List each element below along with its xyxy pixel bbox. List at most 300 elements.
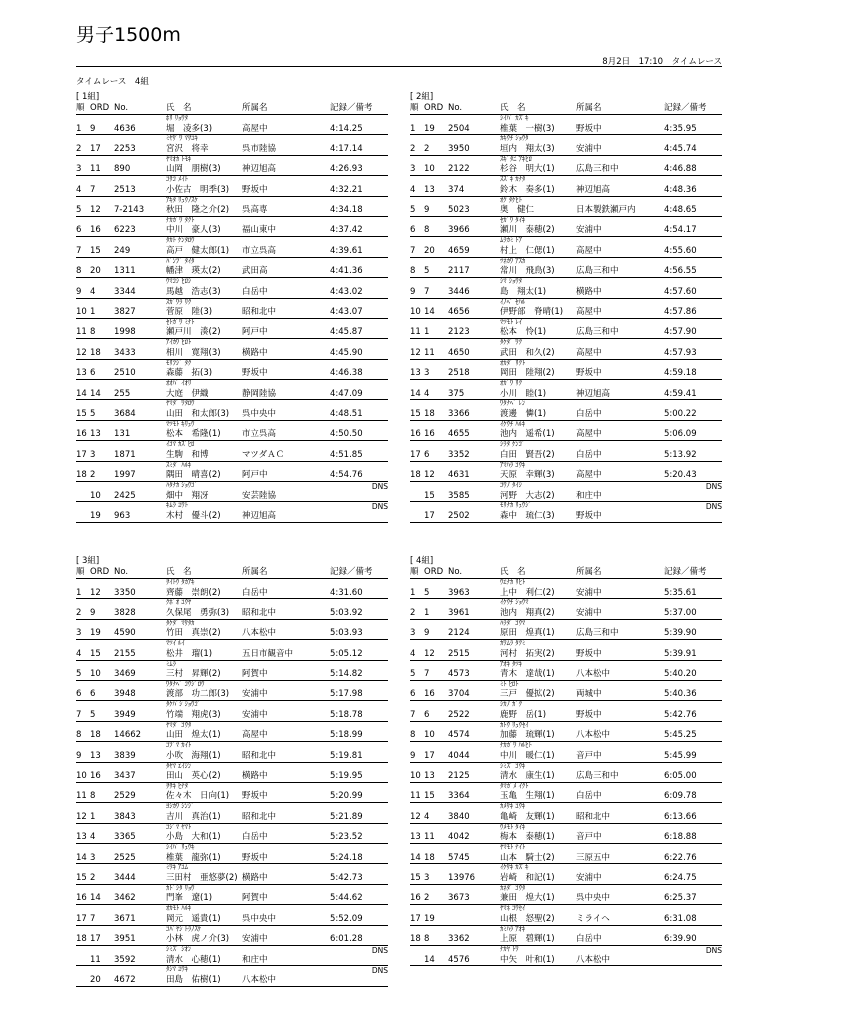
- athlete-kana: ｺｳﾉ ﾀｲｼ: [500, 481, 522, 490]
- record-cell: 5:24.18: [330, 852, 363, 863]
- team-name: 横路中: [242, 872, 268, 883]
- athlete-name: 幡津 瑛太(2): [166, 266, 221, 277]
- rank-cell: 1: [410, 123, 416, 134]
- record-cell: 6:09.78: [664, 791, 697, 802]
- athlete-name: 鹿野 岳(1): [500, 709, 547, 720]
- ord-cell: 11: [424, 832, 435, 843]
- athlete-name: 青木 達哉(1): [500, 669, 555, 680]
- athlete-name: 山本 騎士(2): [500, 852, 555, 863]
- record-cell: 5:35.61: [664, 587, 697, 598]
- athlete-kana: ﾓﾘﾅｶ ﾘｭｳｼﾞ: [500, 501, 532, 510]
- table-row: [76, 681, 388, 701]
- dns-note: DNS: [371, 966, 388, 976]
- athlete-name: 小川 睦(1): [500, 388, 547, 399]
- athlete-kana: ｼｲﾊﾞ ｶｽﾞｷ: [500, 114, 529, 122]
- athlete-name: 池内 翔真(2): [500, 607, 555, 618]
- athlete-name: 大庭 伊織: [166, 388, 209, 399]
- team-name: 高屋中: [576, 245, 602, 256]
- team-name: 八本松中: [576, 669, 611, 680]
- table-row: [76, 905, 388, 925]
- bib-number-cell: 1997: [114, 470, 136, 481]
- table-row: [76, 421, 388, 441]
- bib-number-cell: 2124: [448, 628, 470, 639]
- team-name: 三原五中: [576, 852, 611, 863]
- ord-cell: 19: [90, 510, 101, 521]
- rank-cell: 3: [76, 628, 82, 639]
- team-name: 昭和北中: [242, 811, 277, 822]
- ord-cell: 10: [424, 164, 435, 175]
- athlete-kana: ｲｺﾏ ｶｽﾞﾋﾛ: [166, 440, 195, 449]
- race-label: タイムレース 4組: [76, 77, 149, 87]
- athlete-kana: ｶﾄﾞｼﾀ ﾘｮｳ: [166, 883, 195, 892]
- table-row: [410, 176, 722, 196]
- rank-cell: 18: [76, 934, 87, 945]
- record-cell: 5:40.20: [664, 669, 697, 680]
- table-row: [76, 946, 388, 966]
- bib-number-cell: 3684: [114, 408, 136, 419]
- table-row: [76, 701, 388, 721]
- team-name: 神辺旭高: [576, 388, 611, 399]
- bib-number-cell: 2510: [114, 368, 136, 379]
- athlete-kana: ｲﾉﾍﾞ ｾﾊﾙ: [500, 297, 526, 306]
- athlete-name: 竹端 翔虎(3): [166, 709, 221, 720]
- table-row: [76, 400, 388, 420]
- athlete-kana: ｳｴﾅｶ ﾘﾋﾄ: [500, 578, 526, 586]
- record-cell: 5:00.22: [664, 408, 697, 419]
- athlete-name: 上中 利仁(2): [500, 587, 555, 598]
- athlete-kana: ｽｽﾞｷ ｶﾅﾀ: [500, 175, 526, 184]
- athlete-name: 馬越 浩志(3): [166, 286, 221, 297]
- team-name: 野坂中: [576, 368, 602, 379]
- table-row: [76, 237, 388, 257]
- bib-number-cell: 3462: [114, 893, 136, 904]
- record-cell: 4:43.02: [330, 286, 363, 297]
- athlete-name: 島 翔太(1): [500, 286, 547, 297]
- table-row: [410, 360, 722, 380]
- athlete-name: 三田村 亜悠夢(2): [166, 872, 238, 883]
- record-cell: 4:14.25: [330, 123, 363, 134]
- table-row: [410, 258, 722, 278]
- rank-cell: 14: [76, 852, 87, 863]
- table-row: [76, 135, 388, 155]
- team-name: 呉市陸協: [242, 143, 277, 154]
- header-record: 記録／備考: [330, 103, 373, 113]
- bib-number-cell: 3433: [114, 347, 136, 358]
- rank-cell: 7: [76, 709, 82, 720]
- bib-number-cell: 249: [114, 245, 131, 256]
- ord-cell: 6: [424, 709, 430, 720]
- rank-cell: 10: [410, 771, 421, 782]
- bib-number-cell: 4573: [448, 669, 470, 680]
- athlete-name: 小佐古 明季(3): [166, 184, 230, 195]
- rank-cell: 18: [410, 470, 421, 481]
- team-name: 広島三和中: [576, 628, 619, 639]
- ord-cell: 16: [424, 429, 435, 440]
- rank-cell: 15: [76, 872, 87, 883]
- event-datetime: 8月2日 17:10 タイムレース: [602, 57, 722, 67]
- team-name: 安浦中: [576, 607, 602, 618]
- athlete-name: 山岡 朋樹(3): [166, 164, 221, 175]
- table-row: [410, 885, 722, 905]
- athlete-name: 岡元 遥貴(1): [166, 913, 221, 924]
- athlete-name: 竹田 真崇(2): [166, 628, 221, 639]
- header-name: 氏 名: [500, 103, 526, 113]
- athlete-name: 垣内 翔太(3): [500, 143, 555, 154]
- ord-cell: 8: [90, 791, 96, 802]
- athlete-kana: ｶﾐﾊﾗ ｱｵｷ: [500, 924, 526, 933]
- athlete-name: 河村 拓実(2): [500, 648, 555, 659]
- team-name: 安浦中: [576, 587, 602, 598]
- record-cell: 6:01.28: [330, 934, 363, 945]
- header-ord: ORD: [90, 103, 110, 113]
- rank-cell: 17: [76, 913, 87, 924]
- athlete-kana: ｵｶﾓﾄ ﾊﾙｷ: [166, 904, 192, 913]
- record-cell: 4:43.07: [330, 307, 363, 318]
- team-name: 市立呉高: [242, 245, 277, 256]
- header-name: 氏 名: [166, 567, 192, 577]
- rank-cell: 14: [76, 388, 87, 399]
- record-cell: 4:48.65: [664, 205, 697, 216]
- dns-note: DNS: [705, 946, 722, 956]
- athlete-name: 森藤 拓(3): [166, 368, 213, 379]
- record-cell: 4:48.51: [330, 408, 363, 419]
- ord-cell: 4: [424, 811, 430, 822]
- team-name: 呉高専: [242, 205, 268, 216]
- table-row: [410, 135, 722, 155]
- athlete-kana: ｸﾎﾞｵ ﾕｳﾔ: [166, 598, 192, 607]
- bib-number-cell: 3350: [114, 587, 136, 598]
- ord-cell: 6: [424, 449, 430, 460]
- record-cell: 6:39.90: [664, 934, 697, 945]
- bib-number-cell: 2529: [114, 791, 136, 802]
- team-name: 神辺旭高: [242, 510, 277, 521]
- table-row: [410, 197, 722, 217]
- bib-number-cell: 3446: [448, 286, 470, 297]
- table-header: [76, 566, 388, 579]
- table-row: [76, 299, 388, 319]
- athlete-name: 渡邊 憐(1): [500, 408, 547, 419]
- athlete-name: 松本 希隆(1): [166, 429, 221, 440]
- record-cell: 5:18.99: [330, 730, 363, 741]
- athlete-kana: ﾊﾞﾝﾌﾞ ﾀｲﾀ: [166, 256, 195, 265]
- team-name: 野坂中: [576, 648, 602, 659]
- ord-cell: 3: [90, 449, 96, 460]
- ord-cell: 7: [90, 184, 96, 195]
- record-cell: 4:59.41: [664, 388, 697, 399]
- athlete-kana: ﾐﾑﾗ: [166, 659, 176, 668]
- table-row: [410, 579, 722, 599]
- ord-cell: 1: [90, 307, 96, 318]
- dns-note: DNS: [371, 502, 388, 512]
- ord-cell: 13: [424, 184, 435, 195]
- rank-cell: 18: [76, 470, 87, 481]
- team-name: 福山東中: [242, 225, 277, 236]
- athlete-name: 伊野部 脊晴(1): [500, 307, 564, 318]
- bib-number-cell: 3839: [114, 750, 136, 761]
- rank-cell: 13: [76, 368, 87, 379]
- table-row: [76, 258, 388, 278]
- table-row: [410, 640, 722, 660]
- ord-cell: 15: [424, 791, 435, 802]
- record-cell: 6:18.88: [664, 832, 697, 843]
- athlete-kana: ﾊﾀﾅｶ ｼｮｳｺﾞ: [166, 481, 198, 490]
- table-row: [410, 926, 722, 946]
- record-cell: 6:24.75: [664, 872, 697, 883]
- table-row: [410, 319, 722, 339]
- rank-cell: 5: [410, 669, 416, 680]
- bib-number-cell: 2518: [448, 368, 470, 379]
- rank-cell: 9: [76, 750, 82, 761]
- ord-cell: 18: [90, 730, 101, 741]
- ord-cell: 17: [90, 143, 101, 154]
- record-cell: 4:34.18: [330, 205, 363, 216]
- ord-cell: 4: [90, 286, 96, 297]
- ord-cell: 18: [90, 347, 101, 358]
- rank-cell: 8: [410, 730, 416, 741]
- record-cell: 4:45.87: [330, 327, 363, 338]
- table-row: [410, 380, 722, 400]
- record-cell: 5:06.09: [664, 429, 697, 440]
- athlete-kana: ｶﾒｻｷ ﾕｳｷ: [500, 802, 526, 811]
- athlete-name: 白田 賢吾(2): [500, 449, 555, 460]
- team-name: 昭和北中: [576, 811, 611, 822]
- record-cell: 4:35.95: [664, 123, 697, 134]
- athlete-name: 村上 仁偲(1): [500, 245, 555, 256]
- header-divider: [76, 66, 722, 67]
- ord-cell: 5: [90, 408, 96, 419]
- athlete-name: 三戸 優拡(2): [500, 689, 555, 700]
- ord-cell: 5: [424, 587, 430, 598]
- bib-number-cell: 4044: [448, 750, 470, 761]
- table-row: [76, 462, 388, 482]
- ord-cell: 7: [424, 669, 430, 680]
- athlete-name: 池内 遥希(1): [500, 429, 555, 440]
- athlete-name: 山田 和太郎(3): [166, 408, 230, 419]
- rank-cell: 15: [76, 408, 87, 419]
- record-cell: 4:47.09: [330, 388, 363, 399]
- athlete-name: 吉川 真治(1): [166, 811, 221, 822]
- team-name: 阿戸中: [242, 470, 268, 481]
- athlete-kana: ｵｶﾞﾜ ﾘｸ: [500, 379, 522, 388]
- athlete-kana: ｱｵｷ ﾀﾂｷ: [500, 659, 522, 668]
- athlete-name: 木村 優斗(2): [166, 510, 221, 521]
- athlete-kana: ｾｶﾞﾜ ﾀｲｷ: [500, 215, 526, 224]
- athlete-name: 河野 大志(2): [500, 490, 555, 501]
- rank-cell: 10: [76, 307, 87, 318]
- table-row: [76, 620, 388, 640]
- table-row: [410, 803, 722, 823]
- athlete-kana: ｺｻｺ ﾒｲﾄ: [166, 175, 188, 184]
- team-name: 八本松中: [242, 974, 277, 985]
- team-name: 野坂中: [242, 852, 268, 863]
- header-no: No.: [114, 103, 129, 113]
- bib-number-cell: 2117: [448, 266, 470, 277]
- ord-cell: 16: [90, 225, 101, 236]
- bib-number-cell: 2123: [448, 327, 470, 338]
- ord-cell: 14: [90, 893, 101, 904]
- record-cell: 4:37.42: [330, 225, 363, 236]
- table-row: [76, 441, 388, 461]
- ord-cell: 2: [424, 893, 430, 904]
- athlete-name: 門峯 遼(1): [166, 893, 213, 904]
- record-cell: 5:14.82: [330, 669, 363, 680]
- ord-cell: 1: [90, 811, 96, 822]
- athlete-kana: ﾀｹﾀﾞ ﾜｸ: [500, 338, 522, 347]
- team-name: 広島三和中: [576, 327, 619, 338]
- table-row: [410, 299, 722, 319]
- athlete-kana: ﾀｼﾏ ﾕｳｷ: [166, 965, 188, 974]
- ord-cell: 19: [424, 123, 435, 134]
- athlete-name: 小島 大和(1): [166, 832, 221, 843]
- rank-cell: 13: [410, 368, 421, 379]
- rank-cell: 4: [76, 184, 82, 195]
- bib-number-cell: 3344: [114, 286, 136, 297]
- record-cell: 4:54.17: [664, 225, 697, 236]
- athlete-name: 小林 虎ノ介(3): [166, 934, 230, 945]
- ord-cell: 2: [90, 872, 96, 883]
- table-row: [410, 339, 722, 359]
- ord-cell: 20: [424, 245, 435, 256]
- table-header: [76, 102, 388, 115]
- athlete-name: 山田 煌太(1): [166, 730, 221, 741]
- team-name: 音戸中: [576, 832, 602, 843]
- bib-number-cell: 3364: [448, 791, 470, 802]
- team-name: 五日市観音中: [242, 648, 294, 659]
- bib-number-cell: 3671: [114, 913, 136, 924]
- ord-cell: 11: [424, 347, 435, 358]
- team-name: 市立呉高: [242, 429, 277, 440]
- ord-cell: 3: [424, 872, 430, 883]
- rank-cell: 1: [76, 123, 82, 134]
- record-cell: 4:31.60: [330, 587, 363, 598]
- athlete-kana: ｼﾐｽﾞ ｺｳｷ: [500, 761, 526, 770]
- record-cell: 5:13.92: [664, 449, 697, 460]
- team-name: 八本松中: [576, 730, 611, 741]
- bib-number-cell: 2504: [448, 123, 470, 134]
- rank-cell: 9: [410, 750, 416, 761]
- record-cell: 4:39.61: [330, 245, 363, 256]
- athlete-kana: ﾐﾜｷ ｱﾕﾑ: [166, 863, 188, 872]
- team-name: 白岳中: [576, 791, 602, 802]
- record-cell: 5:20.43: [664, 470, 697, 481]
- table-row: [410, 742, 722, 762]
- ord-cell: 13: [424, 771, 435, 782]
- athlete-name: 佐々木 日向(1): [166, 791, 230, 802]
- record-cell: 5:39.91: [664, 648, 697, 659]
- team-name: 安浦中: [242, 709, 268, 720]
- athlete-name: 奥 健仁: [500, 205, 535, 216]
- athlete-name: 武田 和久(2): [500, 347, 555, 358]
- ord-cell: 15: [90, 648, 101, 659]
- team-name: 野坂中: [576, 510, 602, 521]
- rank-cell: 3: [410, 164, 416, 175]
- header-record: 記録／備考: [330, 567, 373, 577]
- athlete-kana: ﾖｼｶﾜ ｼﾝｼﾞ: [166, 802, 195, 811]
- athlete-name: 三村 昇輝(2): [166, 669, 221, 680]
- rank-cell: 7: [410, 245, 416, 256]
- ord-cell: 9: [90, 123, 96, 134]
- team-name: 神辺旭高: [576, 184, 611, 195]
- athlete-name: 森中 琉仁(3): [500, 510, 555, 521]
- bib-number-cell: 375: [448, 388, 465, 399]
- bib-number-cell: 4656: [448, 307, 470, 318]
- heat-title: [ 4組]: [410, 556, 434, 566]
- table-row: [410, 763, 722, 783]
- bib-number-cell: 4636: [114, 123, 136, 134]
- rank-cell: 6: [76, 689, 82, 700]
- record-cell: 4:50.50: [330, 429, 363, 440]
- bib-number-cell: 963: [114, 510, 131, 521]
- rank-cell: 6: [76, 225, 82, 236]
- table-row: [76, 763, 388, 783]
- athlete-kana: ｺｼﾞﾏ ﾔﾏﾄ: [166, 822, 192, 831]
- team-name: 横路中: [576, 286, 602, 297]
- table-row: [410, 620, 722, 640]
- athlete-kana: ｼｲﾊﾞ ﾘｭｳｷ: [166, 843, 195, 852]
- athlete-name: 田島 佑樹(1): [166, 974, 221, 985]
- athlete-name: 生駒 和博: [166, 449, 209, 460]
- team-name: 白岳中: [242, 587, 268, 598]
- record-cell: 4:57.86: [664, 307, 697, 318]
- table-row: [76, 803, 388, 823]
- header-record: 記録／備考: [664, 567, 707, 577]
- table-row: [76, 156, 388, 176]
- bib-number-cell: 4574: [448, 730, 470, 741]
- athlete-kana: ﾓﾘﾌｼﾞ ﾀｸ: [166, 358, 192, 367]
- table-header: [410, 102, 722, 115]
- bib-number-cell: 4672: [114, 974, 136, 985]
- ord-cell: 10: [424, 730, 435, 741]
- heat-table: [410, 92, 722, 523]
- rank-cell: 17: [410, 913, 421, 924]
- team-name: 野坂中: [242, 368, 268, 379]
- athlete-kana: ｼﾏ ｼｮｳﾀ: [500, 277, 522, 286]
- ord-cell: 8: [424, 934, 430, 945]
- rank-cell: 17: [410, 449, 421, 460]
- table-row: [76, 197, 388, 217]
- rank-cell: 6: [410, 225, 416, 236]
- ord-cell: 6: [90, 689, 96, 700]
- athlete-name: 清水 康生(1): [500, 771, 555, 782]
- bib-number-cell: 2253: [114, 143, 136, 154]
- record-cell: 4:55.60: [664, 245, 697, 256]
- athlete-kana: ｺﾊﾞﾔｼ ﾄﾗﾉｽｹ: [166, 924, 202, 933]
- team-name: 高屋中: [242, 123, 268, 134]
- header-team: 所属名: [576, 567, 602, 577]
- ord-cell: 7: [424, 286, 430, 297]
- athlete-name: 椎葉 龍弥(1): [166, 852, 221, 863]
- record-cell: 5:19.81: [330, 750, 363, 761]
- athlete-name: 齊藤 崇朗(2): [166, 587, 221, 598]
- rank-cell: 13: [76, 832, 87, 843]
- table-row: [410, 441, 722, 461]
- rank-cell: 6: [410, 689, 416, 700]
- heat-table: [410, 556, 722, 966]
- record-cell: 4:45.74: [664, 143, 697, 154]
- header-no: No.: [114, 567, 129, 577]
- ord-cell: 9: [424, 628, 430, 639]
- table-row: [410, 946, 722, 966]
- record-cell: 5:42.76: [664, 709, 697, 720]
- team-name: 野坂中: [242, 791, 268, 802]
- rank-cell: 11: [410, 327, 421, 338]
- athlete-kana: ﾑﾗｶﾐ ﾄｱ: [500, 236, 522, 245]
- athlete-kana: ｶﾄｳ ﾘｭｳｾｲ: [500, 720, 529, 729]
- record-cell: 6:25.37: [664, 893, 697, 904]
- athlete-name: 畑中 翔冴: [166, 490, 209, 501]
- bib-number-cell: 3673: [448, 893, 470, 904]
- table-row: [76, 661, 388, 681]
